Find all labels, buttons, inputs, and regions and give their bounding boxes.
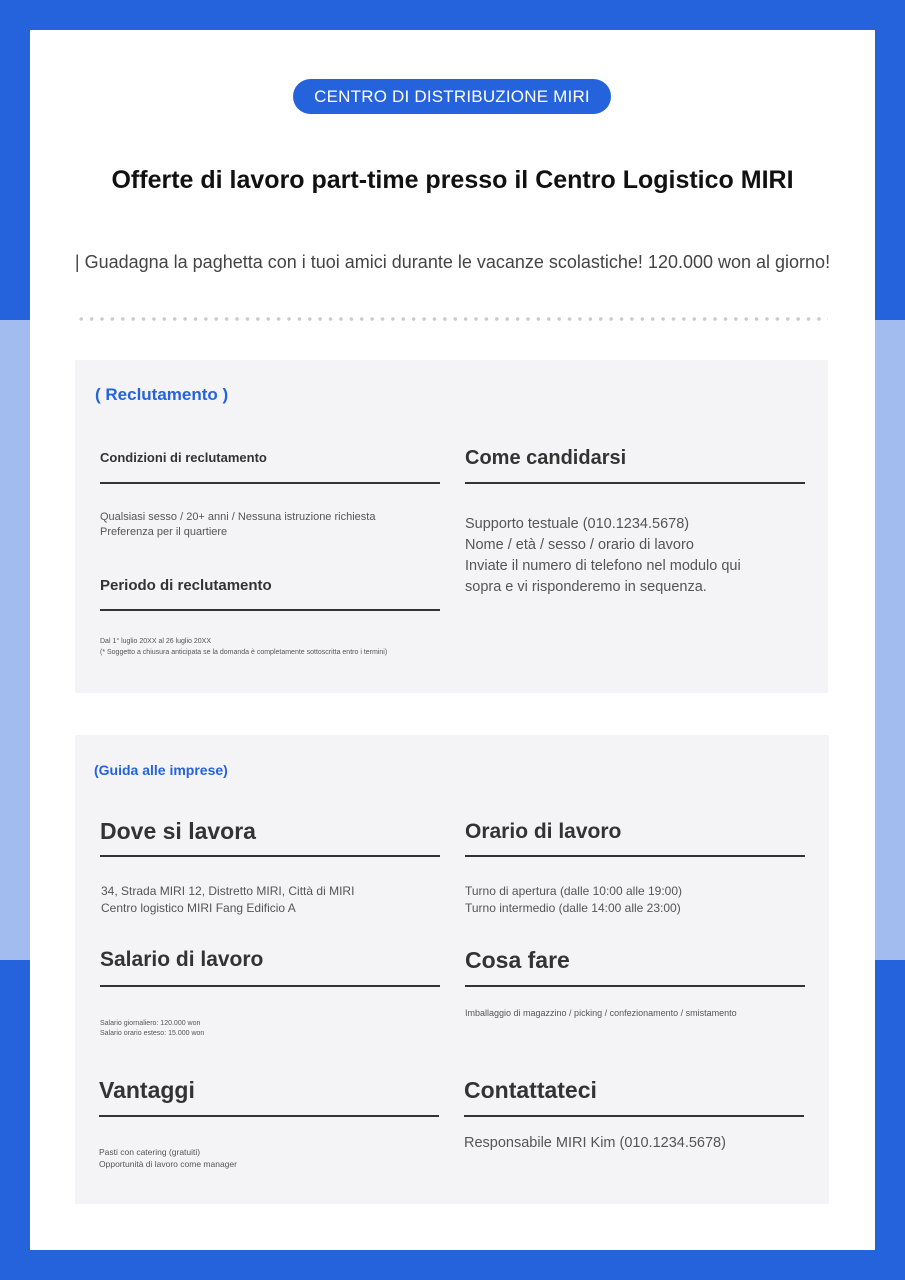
benefits-text: Pasti con catering (gratuiti) Opportunità di lavoro come manager xyxy=(99,1147,237,1169)
hours-rule xyxy=(465,855,805,857)
benefits-heading: Vantaggi xyxy=(99,1077,195,1103)
where-rule xyxy=(100,855,440,857)
apply-heading: Come candidarsi xyxy=(465,447,627,469)
recruitment-label: ( Reclutamento ) xyxy=(95,385,229,404)
contact-heading: Contattateci xyxy=(464,1077,597,1103)
salary-text: Salario giornaliero: 120.000 won Salario orario esteso: 15.000 won xyxy=(100,1020,205,1037)
period-heading: Periodo di reclutamento xyxy=(100,577,272,594)
conditions-heading: Condizioni di reclutamento xyxy=(100,450,267,465)
period-text: Dal 1° luglio 20XX al 26 luglio 20XX (* Soggetto a chiusura anticipata se la domanda è completamente sottoscritta entro i termini) xyxy=(100,638,388,656)
apply-rule xyxy=(465,482,805,484)
tasks-text: Imballaggio di magazzino / picking / confezionamento / smistamento xyxy=(465,1008,737,1018)
hours-text: Turno di apertura (dalle 10:00 alle 19:00) Turno intermedio (dalle 14:00 alle 23:00) xyxy=(465,884,683,915)
contact-text: Responsabile MIRI Kim (010.1234.5678) xyxy=(464,1135,726,1151)
salary-heading: Salario di lavoro xyxy=(100,948,264,971)
center-badge: CENTRO DI DISTRIBUZIONE MIRI xyxy=(293,79,611,114)
benefits-rule xyxy=(99,1115,439,1117)
salary-rule xyxy=(100,985,440,987)
company-label: (Guida alle imprese) xyxy=(94,762,228,778)
page-title: Offerte di lavoro part-time presso il Centro Logistico MIRI xyxy=(111,166,794,194)
apply-text: Supporto testuale (010.1234.5678) Nome / età / sesso / orario di lavoro Inviate il numero di telefono nel modulo qui sopra e vi risponderemo in sequenza. xyxy=(465,516,741,595)
poster-card xyxy=(30,30,875,1250)
company-panel xyxy=(75,735,829,1204)
conditions-text: Qualsiasi sesso / 20+ anni / Nessuna istruzione richiesta Preferenza per il quartiere xyxy=(100,511,376,538)
conditions-rule xyxy=(100,482,440,484)
where-heading: Dove si lavora xyxy=(100,818,256,844)
recruitment-panel xyxy=(75,360,828,693)
contact-rule xyxy=(464,1115,804,1117)
tasks-rule xyxy=(465,985,805,987)
period-rule xyxy=(100,609,440,611)
hours-heading: Orario di lavoro xyxy=(465,820,622,843)
dotted-divider xyxy=(76,317,828,321)
where-text: 34, Strada MIRI 12, Distretto MIRI, Città di MIRI Centro logistico MIRI Fang Edificio A xyxy=(101,884,355,915)
tasks-heading: Cosa fare xyxy=(465,947,570,973)
page-subtitle: | Guadagna la paghetta con i tuoi amici durante le vacanze scolastiche! 120.000 won al giorno! xyxy=(74,252,831,272)
